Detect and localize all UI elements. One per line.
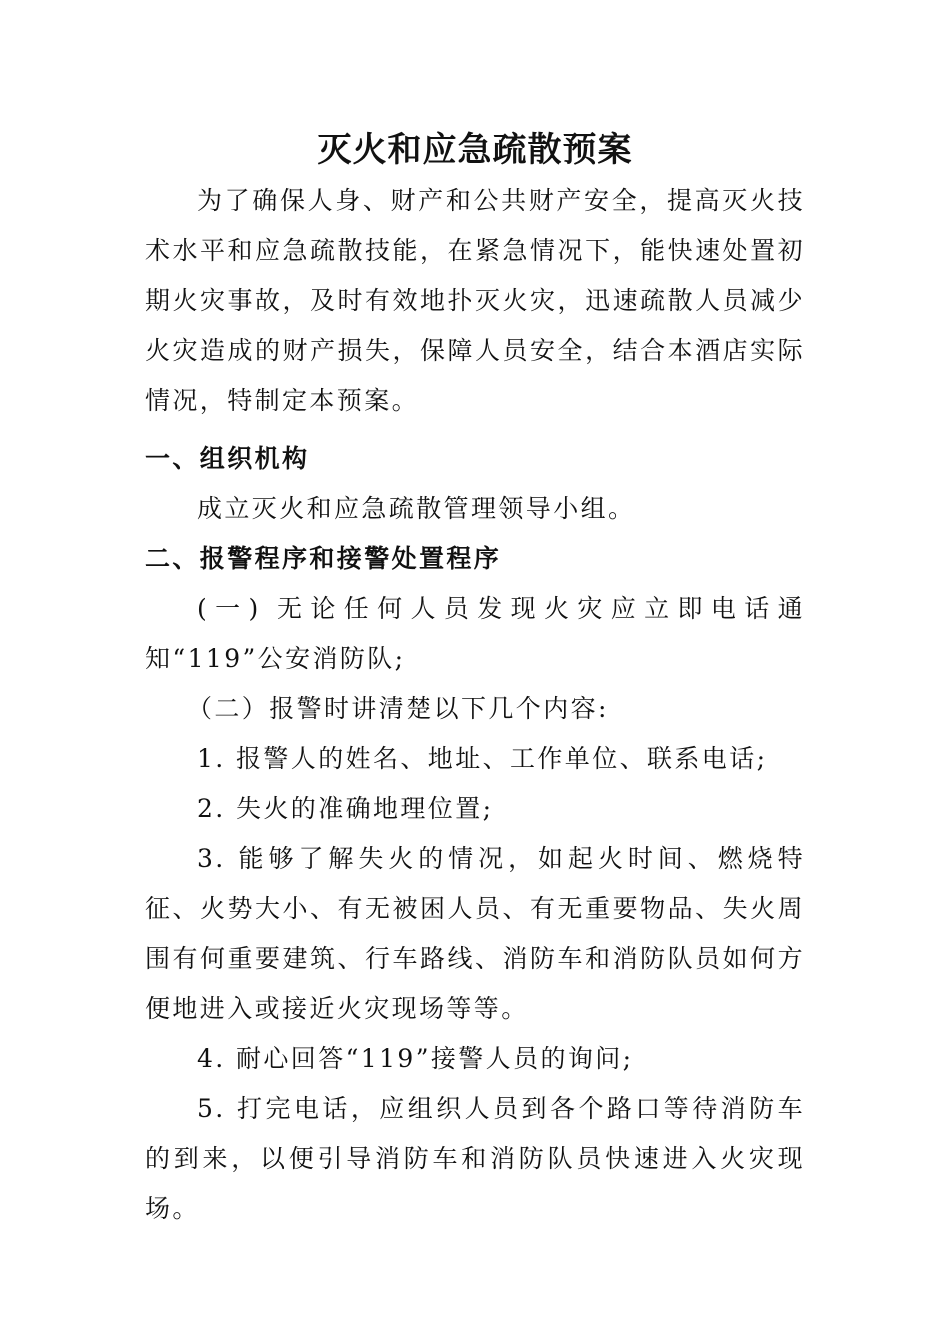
intro-paragraph: 为了确保人身、财产和公共财产安全，提高灭火技术水平和应急疏散技能，在紧急情况下，能快速处置初期火灾事故，及时有效地扑灭火灾，迅速疏散人员减少火灾造成的财产损失，保障人员安全，结合本酒店实际情况，特制定本预案。	[145, 186, 805, 415]
alarm-subitem-2: 2. 失火的准确地理位置;	[197, 794, 494, 823]
alarm-subitem-4: 4. 耐心回答“119”接警人员的询问;	[197, 1044, 634, 1073]
alarm-subitem-5: 5. 打完电话，应组织人员到各个路口等待消防车的到来，以便引导消防车和消防队员快速进入火灾现场。	[145, 1094, 805, 1223]
alarm-item-2: （二）报警时讲清楚以下几个内容:	[187, 694, 609, 723]
alarm-subitem-1: 1. 报警人的姓名、地址、工作单位、联系电话;	[197, 744, 768, 773]
section-heading-alarm-procedure: 二、报警程序和接警处置程序	[145, 544, 502, 573]
document-title: 灭火和应急疏散预案	[317, 130, 633, 170]
alarm-item-1: (一) 无论任何人员发现火灾应立即电话通知“119”公安消防队;	[145, 594, 805, 673]
alarm-subitem-3: 3. 能够了解失火的情况，如起火时间、燃烧特征、火势大小、有无被困人员、有无重要物品、失火周围有何重要建筑、行车路线、消防车和消防队员如何方便地进入或接近火灾现场等等。	[145, 844, 805, 1023]
organization-paragraph: 成立灭火和应急疏散管理领导小组。	[197, 494, 636, 523]
section-heading-organization: 一、组织机构	[145, 444, 310, 473]
